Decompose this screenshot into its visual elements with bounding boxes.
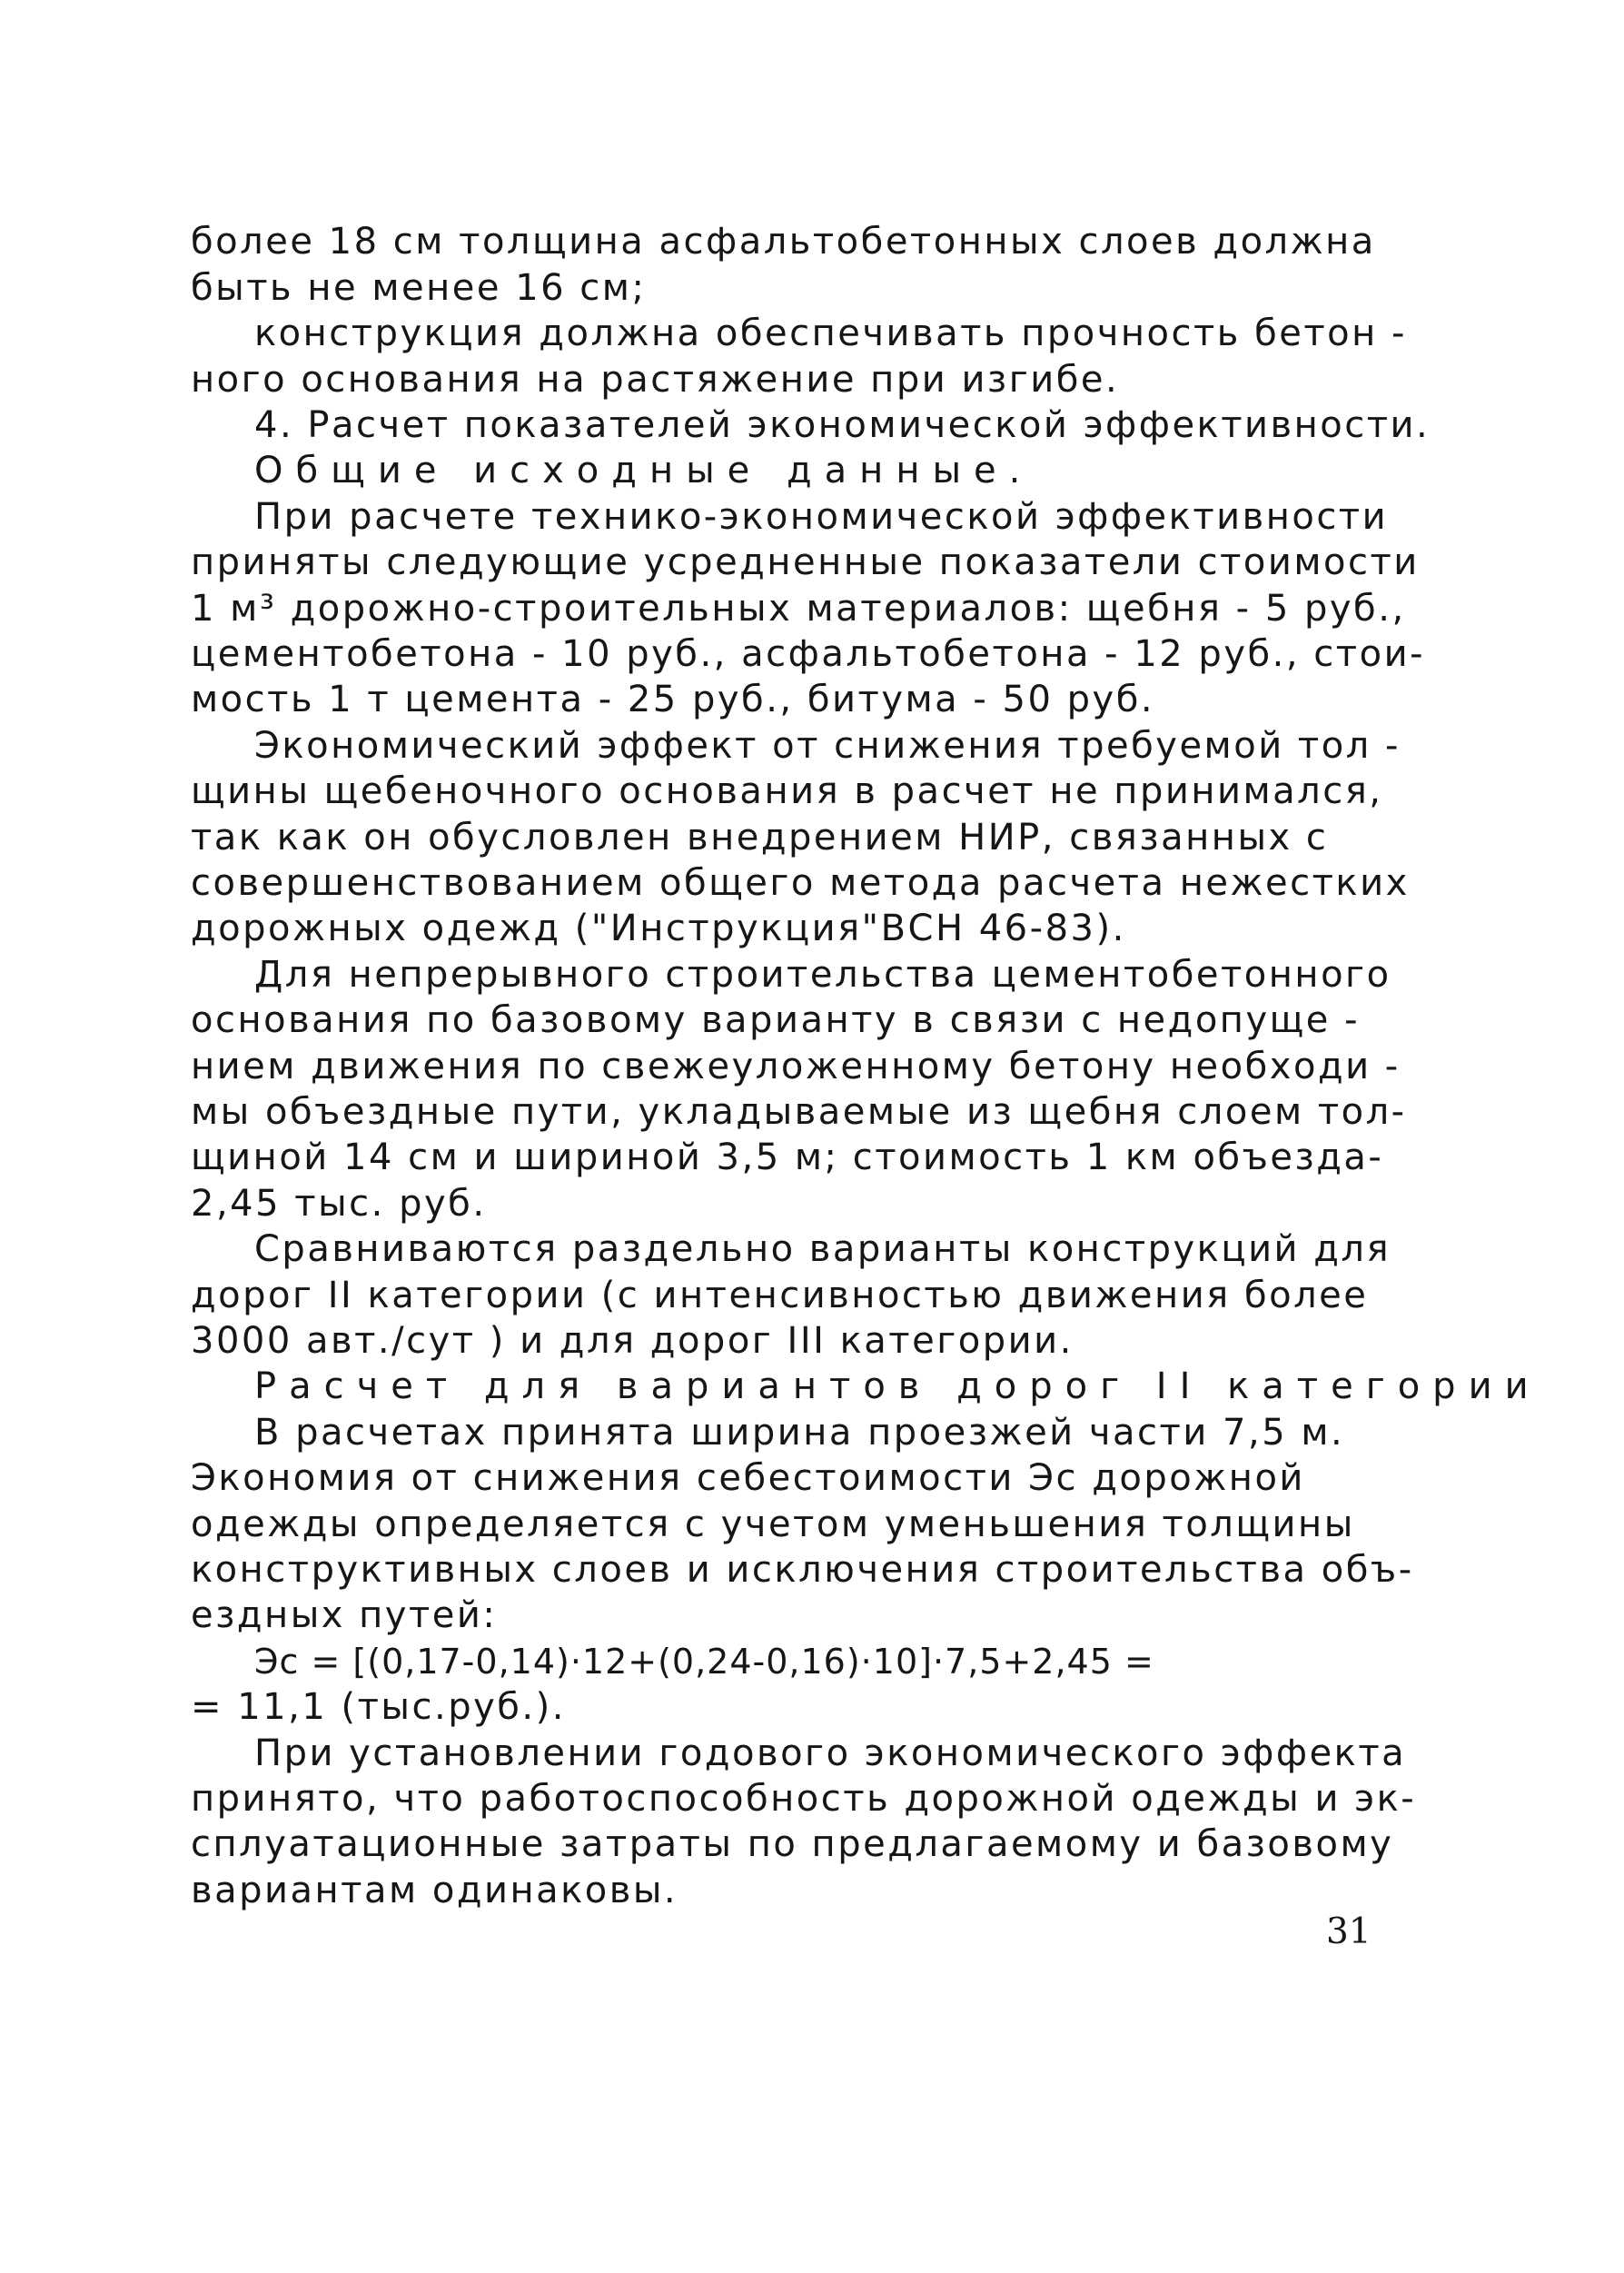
text-line: вариантам одинаковы. xyxy=(191,1870,678,1911)
text-line: Экономический эффект от снижения требуемой тол - xyxy=(254,725,1401,767)
text-line: более 18 см толщина асфальтобетонных слоев должна xyxy=(191,221,1376,263)
text-line: приняты следующие усредненные показатели стоимости xyxy=(191,541,1420,583)
page-number: 31 xyxy=(1326,1911,1371,1952)
formula-result: = 11,1 (тыс.руб.). xyxy=(191,1686,566,1728)
text-line: конструктивных слоев и исключения строительства объ- xyxy=(191,1549,1414,1591)
text-line: мы объездные пути, укладываемые из щебня слоем тол- xyxy=(191,1091,1407,1133)
text-line: Для непрерывного строительства цементобетонного xyxy=(254,954,1391,996)
text-line: 3000 авт./сут ) и для дорог III категории. xyxy=(191,1320,1074,1362)
text-line: сплуатационные затраты по предлагаемому и базовому xyxy=(191,1823,1394,1865)
text-line: Сравниваются раздельно варианты конструкций для xyxy=(254,1228,1391,1270)
text-line: цементобетона - 10 руб., асфальтобетона - 12 руб., стои- xyxy=(191,633,1426,675)
section-heading: 4. Расчет показателей экономической эффективности. xyxy=(254,404,1431,446)
text-line: При установлении годового экономического эффекта xyxy=(254,1732,1407,1774)
text-line: быть не менее 16 см; xyxy=(191,267,647,309)
text-line: При расчете технико-экономической эффективности xyxy=(254,496,1389,538)
text-line: одежды определяется с учетом уменьшения толщины xyxy=(191,1504,1355,1545)
text-line: нием движения по свежеуложенному бетону необходи - xyxy=(191,1046,1401,1087)
text-line: мость 1 т цемента - 25 руб., битума - 50 руб. xyxy=(191,679,1155,720)
text-line: дорог II категории (с интенсивностью движения более xyxy=(191,1275,1369,1316)
text-line: ездных путей: xyxy=(191,1594,498,1636)
text-line: совершенствованием общего метода расчета нежестких xyxy=(191,862,1410,904)
text-line: так как он обусловлен внедрением НИР, связанных с xyxy=(191,817,1329,859)
text-line: щиной 14 см и шириной 3,5 м; стоимость 1 км объезда- xyxy=(191,1136,1384,1178)
formula-line: Эс = [(0,17-0,14)·12+(0,24-0,16)·10]·7,5+2,45 = xyxy=(254,1642,1154,1682)
text-line: 1 м³ дорожно-строительных материалов: щебня - 5 руб., xyxy=(191,588,1406,630)
text-line: принято, что работоспособность дорожной одежды и эк- xyxy=(191,1778,1417,1820)
text-line: основания по базовому варианту в связи с недопуще - xyxy=(191,999,1361,1041)
text-line: В расчетах принята ширина проезжей части 7,5 м. xyxy=(254,1412,1345,1454)
text-line: дорожных одежд ("Инструкция"ВСН 46-83). xyxy=(191,908,1126,949)
subsection-heading: Расчет для вариантов дорог II категории xyxy=(254,1365,1541,1407)
subsection-heading: Общие исходные данные. xyxy=(254,450,1034,491)
text-line: конструкция должна обеспечивать прочность бетон - xyxy=(254,313,1407,354)
text-line: щины щебеночного основания в расчет не принимался, xyxy=(191,770,1383,812)
text-line: 2,45 тыс. руб. xyxy=(191,1183,487,1225)
text-line: ного основания на растяжение при изгибе. xyxy=(191,359,1120,401)
text-line: Экономия от снижения себестоимости Эс дорожной xyxy=(191,1457,1305,1499)
